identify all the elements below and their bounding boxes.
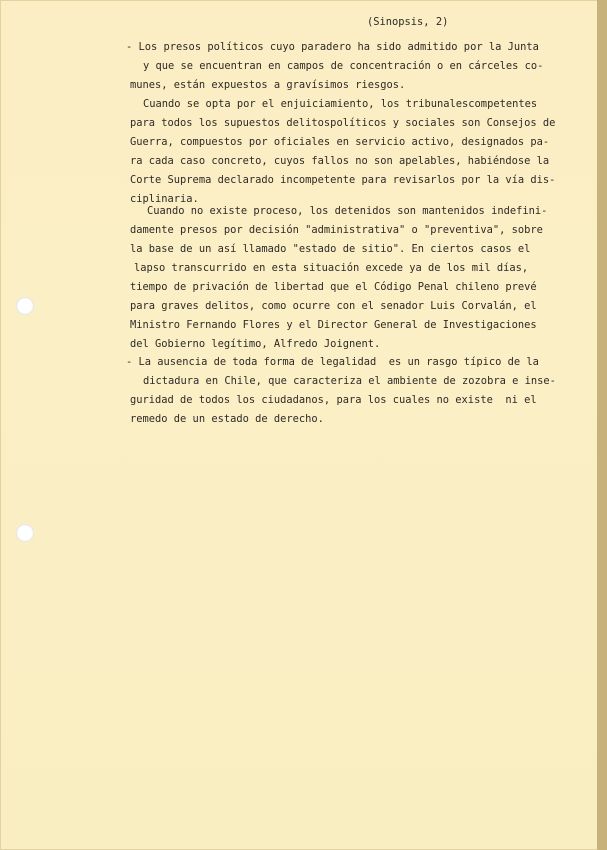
text-line: dictadura en Chile, que caracteriza el ambiente de zozobra e inse- — [143, 375, 556, 387]
text-line: ra cada caso concreto, cuyos fallos no son apelables, habiéndose la — [130, 155, 550, 167]
text-line: - La ausencia de toda forma de legalidad es un rasgo típico de la — [126, 356, 539, 368]
text-line: guridad de todos los ciudadanos, para los cuales no existe ni el — [130, 394, 537, 406]
text-line: ciplinaria. — [130, 193, 199, 205]
text-line: damente presos por decisión "administrativa" o "preventiva", sobre — [130, 224, 543, 236]
text-line: lapso transcurrido en esta situación excede ya de los mil días, — [134, 262, 529, 274]
text-line: Guerra, compuestos por oficiales en servicio activo, designados pa- — [130, 136, 550, 148]
text-line: la base de un así llamado "estado de sitio". En ciertos casos el — [130, 243, 531, 255]
text-line: Cuando no existe proceso, los detenidos son mantenidos indefini- — [147, 205, 548, 217]
page-header: (Sinopsis, 2) — [367, 16, 449, 28]
text-line: para todos los supuestos delitospolíticos y sociales son Consejos de — [130, 117, 556, 129]
text-line: Corte Suprema declarado incompetente para revisarlos por la vía dis- — [130, 174, 556, 186]
text-line: Ministro Fernando Flores y el Director General de Investigaciones — [130, 319, 537, 331]
text-line: - Los presos políticos cuyo paradero ha sido admitido por la Junta — [126, 41, 539, 53]
text-line: remedo de un estado de derecho. — [130, 413, 324, 425]
text-line: del Gobierno legítimo, Alfredo Joignent. — [130, 338, 381, 350]
text-line: tiempo de privación de libertad que el Código Penal chileno prevé — [130, 281, 537, 293]
text-line: Cuando se opta por el enjuiciamiento, los tribunalescompetentes — [143, 98, 538, 110]
text-line: munes, están expuestos a gravísimos riesgos. — [130, 79, 406, 91]
text-line: y que se encuentran en campos de concentración o en cárceles co- — [143, 60, 544, 72]
text-line: para graves delitos, como ocurre con el senador Luis Corvalán, el — [130, 300, 537, 312]
